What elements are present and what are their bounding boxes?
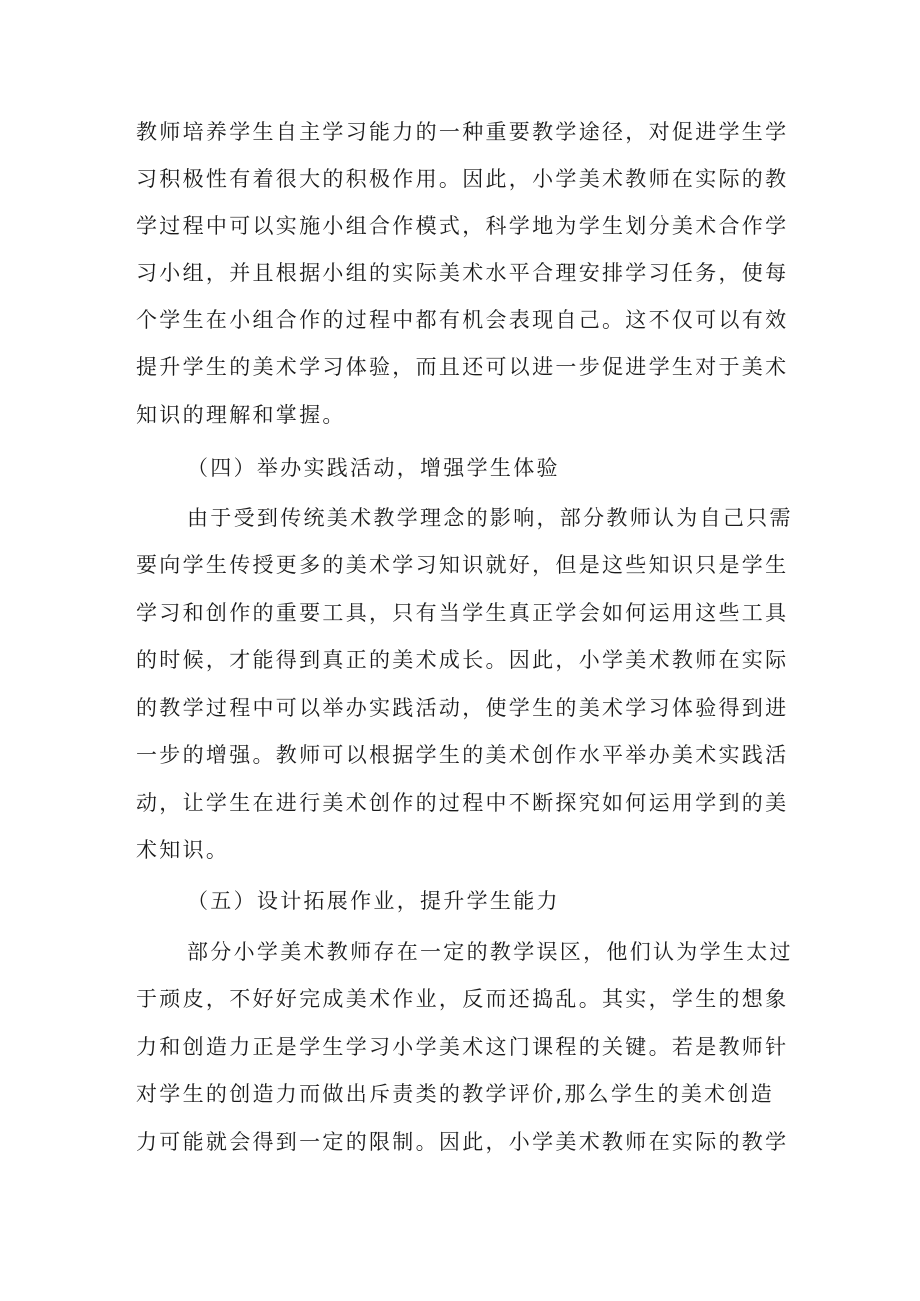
paragraph-line: 习积极性有着很大的积极作用。因此，小学美术教师在实际的教 xyxy=(136,167,789,191)
paragraph-line: 教师培养学生自主学习能力的一种重要教学途径，对促进学生学 xyxy=(136,120,789,144)
paragraph-line: 力可能就会得到一定的限制。因此，小学美术教师在实际的教学 xyxy=(136,1130,789,1154)
section-heading: （四）举办实践活动，增强学生体验 xyxy=(187,456,560,480)
paragraph-line: 对学生的创造力而做出斥责类的教学评价,那么学生的美术创造 xyxy=(136,1082,775,1106)
paragraph-line: 的时候，才能得到真正的美术成长。因此，小学美术教师在实际 xyxy=(136,648,789,672)
paragraph-line: 部分小学美术教师存在一定的教学误区，他们认为学生太过 xyxy=(187,940,793,964)
paragraph-line: 力和创造力正是学生学习小学美术这门课程的关键。若是教师针 xyxy=(136,1035,789,1059)
paragraph-line: 的教学过程中可以举办实践活动，使学生的美术学习体验得到进 xyxy=(136,696,789,720)
paragraph-line: 要向学生传授更多的美术学习知识就好，但是这些知识只是学生 xyxy=(136,553,789,577)
paragraph-line: 提升学生的美术学习体验，而且还可以进一步促进学生对于美术 xyxy=(136,355,789,379)
paragraph-line: 一步的增强。教师可以根据学生的美术创作水平举办美术实践活 xyxy=(136,743,789,767)
paragraph-line: 由于受到传统美术教学理念的影响，部分教师认为自己只需 xyxy=(187,506,793,530)
paragraph-line: 动，让学生在进行美术创作的过程中不断探究如何运用学到的美 xyxy=(136,791,789,815)
paragraph-line: 于顽皮，不好好完成美术作业，反而还捣乱。其实，学生的想象 xyxy=(136,987,789,1011)
paragraph-line: 习小组，并且根据小组的实际美术水平合理安排学习任务，使每 xyxy=(136,261,789,285)
paragraph-line: 知识的理解和掌握。 xyxy=(136,403,346,427)
paragraph-line: 术知识。 xyxy=(136,838,230,862)
paragraph-line: 学习和创作的重要工具，只有当学生真正学会如何运用这些工具 xyxy=(136,601,789,625)
paragraph-line: 学过程中可以实施小组合作模式，科学地为学生划分美术合作学 xyxy=(136,214,789,238)
paragraph-line: 个学生在小组合作的过程中都有机会表现自己。这不仅可以有效 xyxy=(136,308,789,332)
section-heading: （五）设计拓展作业，提升学生能力 xyxy=(187,889,560,913)
